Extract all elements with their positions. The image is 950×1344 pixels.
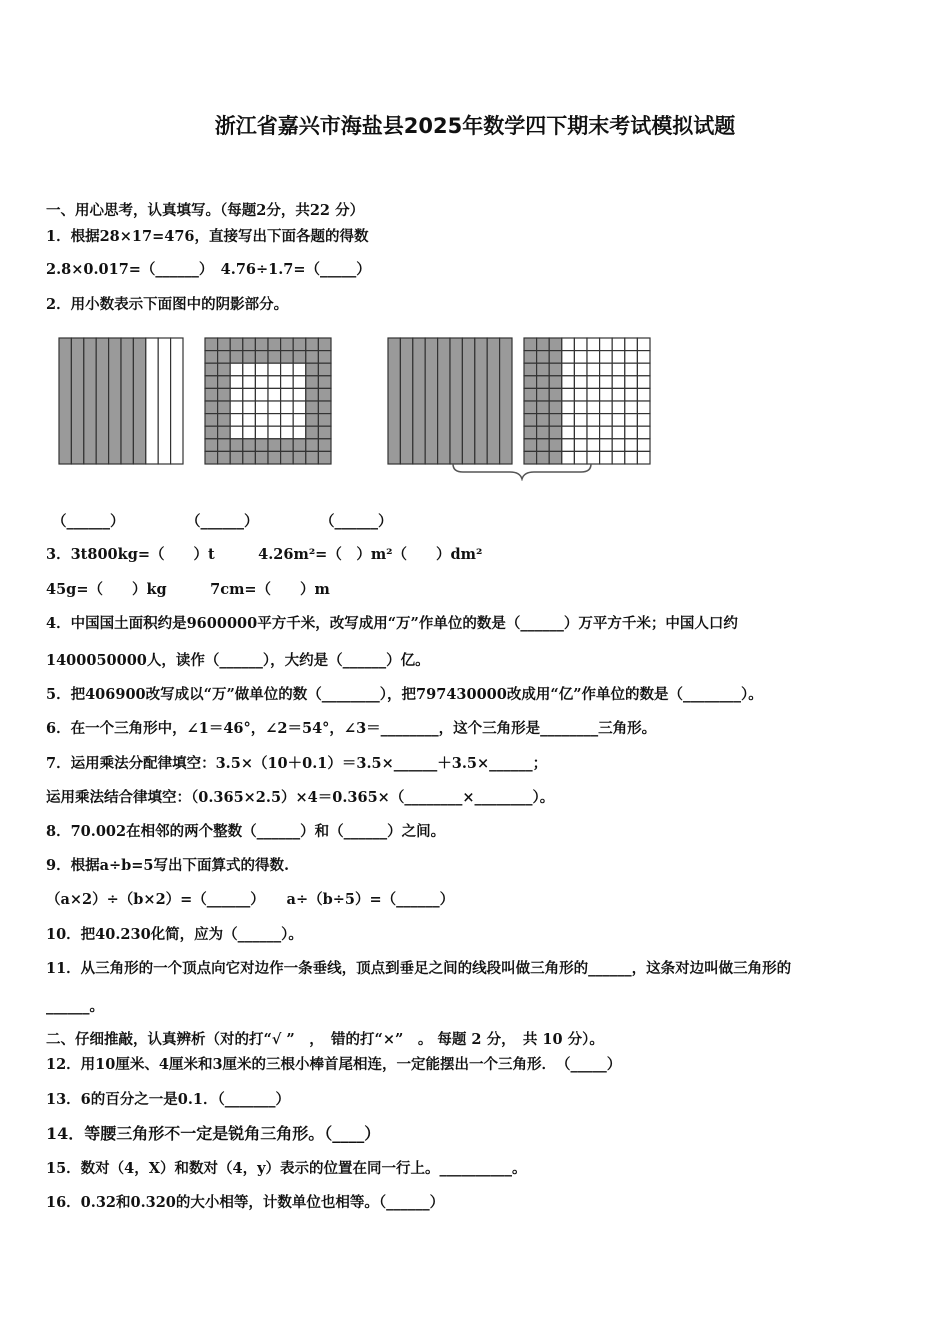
grid-cell — [230, 363, 243, 376]
grid-cell — [255, 439, 268, 452]
grid-cell — [612, 426, 625, 439]
question-7-line-2: 运用乘法结合律填空：（0.365×2.5）×4＝0.365×（________×________）。 — [46, 789, 555, 806]
grid-cell — [281, 451, 294, 464]
grid-cell — [549, 414, 562, 427]
grid-cell — [218, 376, 231, 389]
grid-cell — [243, 338, 256, 351]
grid-cell — [318, 401, 331, 414]
grid-cell — [243, 351, 256, 364]
grid-cell — [243, 414, 256, 427]
grid-cell — [600, 388, 613, 401]
grid-cell — [205, 363, 218, 376]
question-10: 10．把40.230化简，应为（______）。 — [46, 926, 303, 943]
grid-cell — [549, 401, 562, 414]
strip — [462, 338, 474, 464]
grid-cell — [574, 351, 587, 364]
grid-cell — [318, 451, 331, 464]
grid-cell — [293, 351, 306, 364]
strip — [487, 338, 499, 464]
grid-cell — [281, 401, 294, 414]
grid-cell — [549, 376, 562, 389]
strip — [133, 338, 145, 464]
question-3-line-2: 45g=（ ）kg 7cm=（ ）m — [46, 581, 330, 598]
figure-grid-1 — [205, 338, 331, 464]
grid-cell — [625, 351, 638, 364]
grid-cell — [205, 439, 218, 452]
grid-cell — [625, 401, 638, 414]
question-11-line-1: 11．从三角形的一个顶点向它对边作一条垂线，顶点到垂足之间的线段叫做三角形的______，这条对边叫做三角形的 — [46, 960, 792, 977]
grid-cell — [600, 376, 613, 389]
grid-cell — [293, 388, 306, 401]
grid-cell — [600, 363, 613, 376]
figure-strips-2 — [388, 338, 512, 464]
question-6: 6．在一个三角形中，∠1＝46°，∠2＝54°，∠3＝________，这个三角形是________三角形。 — [46, 720, 657, 737]
grid-cell — [600, 414, 613, 427]
strip — [438, 338, 450, 464]
blank-3: （______） — [320, 513, 393, 530]
grid-cell — [600, 451, 613, 464]
grid-cell — [293, 401, 306, 414]
grid-cell — [574, 338, 587, 351]
question-1: 1．根据28×17=476，直接写出下面各题的得数 — [46, 228, 369, 245]
grid-cell — [537, 401, 550, 414]
grid-cell — [612, 363, 625, 376]
grid-cell — [205, 414, 218, 427]
grid-cell — [562, 451, 575, 464]
grid-cell — [243, 401, 256, 414]
strip — [121, 338, 133, 464]
grid-cell — [205, 376, 218, 389]
grid-cell — [281, 338, 294, 351]
question-11-line-2: ______。 — [46, 998, 104, 1015]
grid-cell — [562, 376, 575, 389]
grid-cell — [612, 401, 625, 414]
strip — [425, 338, 437, 464]
grid-cell — [268, 376, 281, 389]
shaded-figures — [55, 336, 675, 481]
figure-grid-2 — [524, 338, 650, 464]
grid-cell — [306, 451, 319, 464]
grid-cell — [537, 351, 550, 364]
grid-cell — [537, 388, 550, 401]
grid-cell — [612, 388, 625, 401]
grid-cell — [268, 363, 281, 376]
grid-cell — [268, 414, 281, 427]
strip — [96, 338, 108, 464]
grid-cell — [255, 338, 268, 351]
grid-cell — [230, 439, 243, 452]
question-3-line-1: 3．3t800kg=（ ）t 4.26m²=（ ）m²（ ）dm² — [46, 546, 483, 563]
strip — [158, 338, 170, 464]
grid-cell — [574, 451, 587, 464]
grid-cell — [549, 426, 562, 439]
strip — [71, 338, 83, 464]
grid-cell — [574, 426, 587, 439]
grid-cell — [524, 401, 537, 414]
grid-cell — [625, 363, 638, 376]
grid-cell — [562, 388, 575, 401]
strip — [413, 338, 425, 464]
grid-cell — [218, 388, 231, 401]
grid-cell — [306, 439, 319, 452]
grid-cell — [230, 426, 243, 439]
grid-cell — [268, 351, 281, 364]
grid-cell — [612, 351, 625, 364]
question-2: 2．用小数表示下面图中的阴影部分。 — [46, 296, 289, 313]
grid-cell — [637, 363, 650, 376]
strip — [400, 338, 412, 464]
grid-cell — [574, 414, 587, 427]
grid-cell — [625, 338, 638, 351]
grid-cell — [625, 388, 638, 401]
grid-cell — [281, 426, 294, 439]
grid-cell — [205, 426, 218, 439]
strip — [450, 338, 462, 464]
section-2-heading: 二、仔细推敲，认真辨析（对的打“√ ” ， 错的打“×” 。 每题 2 分， 共 10 分）。 — [46, 1031, 604, 1048]
strip — [109, 338, 121, 464]
grid-cell — [524, 338, 537, 351]
grid-cell — [587, 388, 600, 401]
grid-cell — [293, 451, 306, 464]
grid-cell — [230, 376, 243, 389]
grid-cell — [537, 376, 550, 389]
grid-cell — [306, 338, 319, 351]
grid-cell — [255, 414, 268, 427]
grid-cell — [205, 351, 218, 364]
grid-cell — [562, 338, 575, 351]
grid-cell — [243, 388, 256, 401]
grid-cell — [318, 351, 331, 364]
grid-cell — [524, 363, 537, 376]
grid-cell — [574, 376, 587, 389]
strip — [500, 338, 512, 464]
strip — [84, 338, 96, 464]
grid-cell — [637, 351, 650, 364]
question-4-line-2: 1400050000人，读作（______），大约是（______）亿。 — [46, 652, 430, 669]
grid-cell — [600, 439, 613, 452]
grid-cell — [549, 388, 562, 401]
grid-cell — [524, 426, 537, 439]
grid-cell — [255, 388, 268, 401]
grid-cell — [281, 414, 294, 427]
grid-cell — [637, 376, 650, 389]
grid-cell — [537, 363, 550, 376]
figure-strips-1 — [59, 338, 183, 464]
grid-cell — [587, 451, 600, 464]
grid-cell — [218, 351, 231, 364]
grid-cell — [218, 451, 231, 464]
grid-cell — [281, 376, 294, 389]
grid-cell — [625, 426, 638, 439]
grid-cell — [600, 426, 613, 439]
grid-cell — [218, 439, 231, 452]
blank-2: （______） — [186, 513, 259, 530]
grid-cell — [587, 351, 600, 364]
question-9: 9．根据a÷b=5写出下面算式的得数. — [46, 857, 290, 874]
question-4-line-1: 4．中国国土面积约是9600000平方千米，改写成用“万”作单位的数是（______）万平方千米；中国人口约 — [46, 615, 738, 632]
grid-cell — [205, 338, 218, 351]
grid-cell — [318, 439, 331, 452]
grid-cell — [268, 426, 281, 439]
grid-cell — [243, 376, 256, 389]
grid-cell — [612, 439, 625, 452]
grid-cell — [293, 414, 306, 427]
grid-cell — [612, 414, 625, 427]
grid-cell — [218, 401, 231, 414]
grid-cell — [612, 451, 625, 464]
grid-cell — [255, 401, 268, 414]
grid-cell — [637, 414, 650, 427]
strip — [475, 338, 487, 464]
question-15: 15．数对（4，X）和数对（4，y）表示的位置在同一行上。__________。 — [46, 1160, 527, 1177]
grid-cell — [205, 401, 218, 414]
grid-cell — [255, 426, 268, 439]
question-12: 12．用10厘米、4厘米和3厘米的三根小棒首尾相连，一定能摆出一个三角形． （_____） — [46, 1056, 622, 1073]
section-1-heading: 一、用心思考，认真填写。（每题2分，共22 分） — [46, 202, 365, 219]
question-9-items: （a×2）÷（b×2）=（______） a÷（b÷5）=（______） — [46, 891, 455, 908]
grid-cell — [537, 439, 550, 452]
grid-cell — [562, 401, 575, 414]
grid-cell — [612, 376, 625, 389]
grid-cell — [205, 451, 218, 464]
brace-icon — [453, 464, 591, 479]
grid-cell — [318, 376, 331, 389]
question-7-line-1: 7．运用乘法分配律填空：3.5×（10＋0.1）＝3.5×______＋3.5×______； — [46, 755, 548, 772]
grid-cell — [587, 439, 600, 452]
strip — [59, 338, 71, 464]
grid-cell — [230, 414, 243, 427]
grid-cell — [268, 388, 281, 401]
grid-cell — [600, 351, 613, 364]
grid-cell — [293, 376, 306, 389]
grid-cell — [637, 338, 650, 351]
strip — [388, 338, 400, 464]
grid-cell — [268, 401, 281, 414]
grid-cell — [281, 388, 294, 401]
grid-cell — [243, 439, 256, 452]
grid-cell — [637, 439, 650, 452]
grid-cell — [637, 451, 650, 464]
grid-cell — [243, 451, 256, 464]
grid-cell — [293, 439, 306, 452]
strip — [146, 338, 158, 464]
grid-cell — [255, 376, 268, 389]
grid-cell — [549, 439, 562, 452]
question-2-blanks — [52, 510, 454, 531]
grid-cell — [205, 388, 218, 401]
grid-cell — [600, 338, 613, 351]
grid-cell — [574, 388, 587, 401]
question-14: 14．等腰三角形不一定是锐角三角形。（____） — [46, 1124, 381, 1143]
blank-1: （______） — [52, 513, 125, 530]
grid-cell — [306, 414, 319, 427]
grid-cell — [524, 451, 537, 464]
grid-cell — [281, 363, 294, 376]
grid-cell — [268, 439, 281, 452]
grid-cell — [600, 401, 613, 414]
grid-cell — [230, 351, 243, 364]
strip — [171, 338, 183, 464]
grid-cell — [587, 363, 600, 376]
grid-cell — [281, 351, 294, 364]
grid-cell — [574, 439, 587, 452]
question-13: 13．6的百分之一是0.1．（_______） — [46, 1091, 290, 1108]
grid-cell — [562, 426, 575, 439]
grid-cell — [637, 426, 650, 439]
grid-cell — [218, 338, 231, 351]
grid-cell — [549, 363, 562, 376]
grid-cell — [318, 426, 331, 439]
question-1-items: 2.8×0.017=（______） 4.76÷1.7=（_____） — [46, 261, 371, 278]
grid-cell — [230, 401, 243, 414]
grid-cell — [637, 401, 650, 414]
grid-cell — [306, 351, 319, 364]
grid-cell — [562, 363, 575, 376]
grid-cell — [637, 388, 650, 401]
page-title: 浙江省嘉兴市海盐县2025年数学四下期末考试模拟试题 — [214, 114, 736, 138]
grid-cell — [318, 363, 331, 376]
grid-cell — [562, 414, 575, 427]
grid-cell — [293, 363, 306, 376]
grid-cell — [562, 439, 575, 452]
grid-cell — [268, 338, 281, 351]
grid-cell — [306, 401, 319, 414]
grid-cell — [524, 351, 537, 364]
grid-cell — [537, 414, 550, 427]
grid-cell — [255, 351, 268, 364]
grid-cell — [306, 426, 319, 439]
grid-cell — [587, 414, 600, 427]
grid-cell — [574, 401, 587, 414]
question-16: 16．0.32和0.320的大小相等，计数单位也相等。（______） — [46, 1194, 445, 1211]
grid-cell — [625, 451, 638, 464]
grid-cell — [549, 451, 562, 464]
grid-cell — [218, 426, 231, 439]
grid-cell — [625, 439, 638, 452]
grid-cell — [587, 338, 600, 351]
grid-cell — [230, 338, 243, 351]
grid-cell — [318, 338, 331, 351]
grid-cell — [625, 414, 638, 427]
grid-cell — [230, 451, 243, 464]
grid-cell — [218, 414, 231, 427]
grid-cell — [587, 376, 600, 389]
grid-cell — [230, 388, 243, 401]
grid-cell — [318, 388, 331, 401]
grid-cell — [537, 451, 550, 464]
grid-cell — [243, 363, 256, 376]
grid-cell — [587, 401, 600, 414]
grid-cell — [243, 426, 256, 439]
question-5: 5．把406900改写成以“万”做单位的数（________），把797430000改成用“亿”作单位的数是（________）。 — [46, 686, 763, 703]
grid-cell — [218, 363, 231, 376]
grid-cell — [293, 426, 306, 439]
grid-cell — [268, 451, 281, 464]
grid-cell — [537, 338, 550, 351]
grid-cell — [318, 414, 331, 427]
grid-cell — [293, 338, 306, 351]
grid-cell — [306, 376, 319, 389]
grid-cell — [524, 414, 537, 427]
grid-cell — [524, 388, 537, 401]
grid-cell — [306, 388, 319, 401]
grid-cell — [625, 376, 638, 389]
question-8: 8．70.002在相邻的两个整数（______）和（______）之间。 — [46, 823, 446, 840]
grid-cell — [574, 363, 587, 376]
grid-cell — [537, 426, 550, 439]
grid-cell — [255, 363, 268, 376]
grid-cell — [562, 351, 575, 364]
grid-cell — [306, 363, 319, 376]
grid-cell — [549, 351, 562, 364]
grid-cell — [524, 439, 537, 452]
grid-cell — [255, 451, 268, 464]
grid-cell — [587, 426, 600, 439]
grid-cell — [612, 338, 625, 351]
grid-cell — [524, 376, 537, 389]
grid-cell — [281, 439, 294, 452]
grid-cell — [549, 338, 562, 351]
